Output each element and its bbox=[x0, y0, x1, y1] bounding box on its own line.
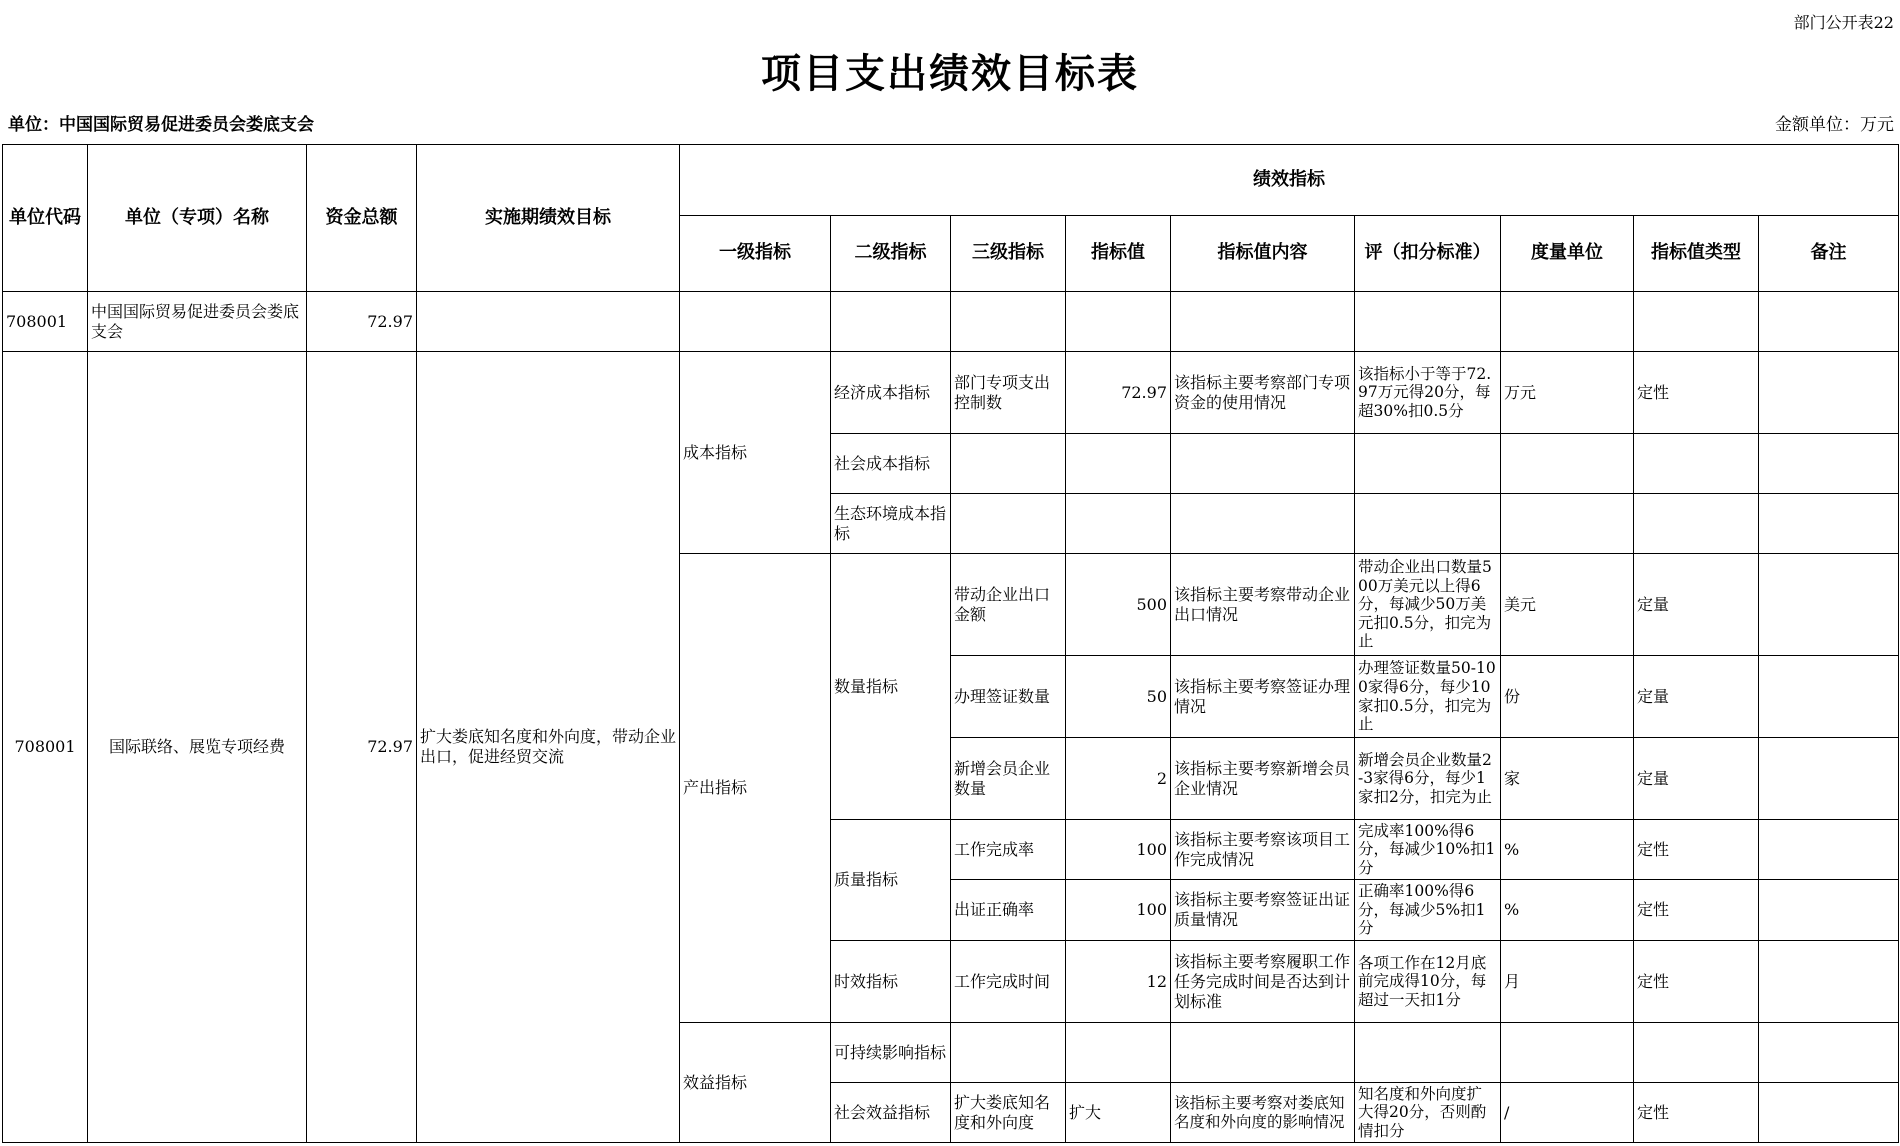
header-row-1 bbox=[3, 145, 1899, 216]
header-criteria: 评（扣分标准） bbox=[1355, 216, 1501, 292]
header-unit-code: 单位代码 bbox=[3, 145, 88, 292]
content-cell bbox=[1171, 494, 1355, 554]
level3-cell: 办理签证数量 bbox=[951, 656, 1066, 738]
unit-cell bbox=[1501, 434, 1634, 494]
content-cell: 该指标主要考察履职工作任务完成时间是否达到计划标准 bbox=[1171, 941, 1355, 1023]
unit-cell: 份 bbox=[1501, 656, 1634, 738]
type-cell: 定量 bbox=[1634, 554, 1759, 656]
page-title: 项目支出绩效目标表 bbox=[761, 50, 1139, 97]
summary-code: 708001 bbox=[3, 292, 88, 352]
summary-amount: 72.97 bbox=[307, 292, 417, 352]
remark-cell bbox=[1759, 880, 1899, 941]
type-cell: 定性 bbox=[1634, 1083, 1759, 1143]
remark-cell bbox=[1759, 1023, 1899, 1083]
criteria-cell: 各项工作在12月底前完成得10分，每超过一天扣1分 bbox=[1355, 941, 1501, 1023]
header-unit-name: 单位（专项）名称 bbox=[88, 145, 307, 292]
remark-cell bbox=[1759, 554, 1899, 656]
unit-cell: 美元 bbox=[1501, 554, 1634, 656]
header-goal: 实施期绩效目标 bbox=[417, 145, 680, 292]
criteria-cell: 正确率100%得6分，每减少5%扣1分 bbox=[1355, 880, 1501, 941]
level3-cell: 带动企业出口金额 bbox=[951, 554, 1066, 656]
remark-cell bbox=[1759, 434, 1899, 494]
value-cell: 扩大 bbox=[1066, 1083, 1171, 1143]
group-quality: 质量指标 bbox=[831, 820, 951, 941]
level2-cell: 可持续影响指标 bbox=[831, 1023, 951, 1083]
project-goal: 扩大娄底知名度和外向度，带动企业出口，促进经贸交流 bbox=[417, 352, 680, 1143]
type-cell: 定性 bbox=[1634, 941, 1759, 1023]
content-cell: 该指标主要考察该项目工作完成情况 bbox=[1171, 820, 1355, 880]
level2-cell: 生态环境成本指标 bbox=[831, 494, 951, 554]
remark-cell bbox=[1759, 352, 1899, 434]
content-cell bbox=[1171, 1023, 1355, 1083]
content-cell bbox=[1171, 434, 1355, 494]
level3-cell: 新增会员企业数量 bbox=[951, 738, 1066, 820]
group-output: 产出指标 bbox=[680, 554, 831, 1023]
value-cell bbox=[1066, 494, 1171, 554]
header-level1: 一级指标 bbox=[680, 216, 831, 292]
level3-cell bbox=[951, 494, 1066, 554]
header-value: 指标值 bbox=[1066, 216, 1171, 292]
header-value-type: 指标值类型 bbox=[1634, 216, 1759, 292]
type-cell: 定性 bbox=[1634, 880, 1759, 941]
level3-cell bbox=[951, 1023, 1066, 1083]
value-cell: 50 bbox=[1066, 656, 1171, 738]
level3-cell: 部门专项支出控制数 bbox=[951, 352, 1066, 434]
unit-cell bbox=[1501, 494, 1634, 554]
remark-cell bbox=[1759, 656, 1899, 738]
content-cell: 该指标主要考察部门专项资金的使用情况 bbox=[1171, 352, 1355, 434]
type-cell: 定量 bbox=[1634, 656, 1759, 738]
level2-cell: 社会成本指标 bbox=[831, 434, 951, 494]
type-cell: 定量 bbox=[1634, 738, 1759, 820]
project-name: 国际联络、展览专项经费 bbox=[88, 352, 307, 1143]
group-timeliness: 时效指标 bbox=[831, 941, 951, 1023]
level2-cell: 社会效益指标 bbox=[831, 1083, 951, 1143]
group-benefit: 效益指标 bbox=[680, 1023, 831, 1143]
unit-cell: 家 bbox=[1501, 738, 1634, 820]
unit-label: 单位：中国国际贸易促进委员会娄底支会 bbox=[8, 115, 314, 135]
type-cell: 定性 bbox=[1634, 820, 1759, 880]
remark-cell bbox=[1759, 941, 1899, 1023]
header-measure-unit: 度量单位 bbox=[1501, 216, 1634, 292]
unit-cell: % bbox=[1501, 820, 1634, 880]
value-cell: 100 bbox=[1066, 820, 1171, 880]
level3-cell: 工作完成率 bbox=[951, 820, 1066, 880]
criteria-cell bbox=[1355, 494, 1501, 554]
value-cell: 500 bbox=[1066, 554, 1171, 656]
type-cell bbox=[1634, 494, 1759, 554]
value-cell bbox=[1066, 1023, 1171, 1083]
content-cell: 该指标主要考察新增会员企业情况 bbox=[1171, 738, 1355, 820]
summary-row bbox=[3, 292, 1899, 352]
performance-table bbox=[2, 144, 1899, 1143]
type-cell bbox=[1634, 1023, 1759, 1083]
unit-cell: 万元 bbox=[1501, 352, 1634, 434]
group-quantity: 数量指标 bbox=[831, 554, 951, 820]
criteria-cell: 带动企业出口数量500万美元以上得6分，每减少50万美元扣0.5分，扣完为止 bbox=[1355, 554, 1501, 656]
value-cell: 12 bbox=[1066, 941, 1171, 1023]
unit-cell: / bbox=[1501, 1083, 1634, 1143]
group-cost: 成本指标 bbox=[680, 352, 831, 554]
remark-cell bbox=[1759, 738, 1899, 820]
content-cell: 该指标主要考察签证办理情况 bbox=[1171, 656, 1355, 738]
type-cell bbox=[1634, 434, 1759, 494]
criteria-cell bbox=[1355, 434, 1501, 494]
criteria-cell: 新增会员企业数量2-3家得6分，每少1家扣2分，扣完为止 bbox=[1355, 738, 1501, 820]
form-number: 部门公开表22 bbox=[1793, 13, 1894, 32]
header-total-funds: 资金总额 bbox=[307, 145, 417, 292]
unit-cell: 月 bbox=[1501, 941, 1634, 1023]
remark-cell bbox=[1759, 494, 1899, 554]
unit-cell: % bbox=[1501, 880, 1634, 941]
criteria-cell: 办理签证数量50-100家得6分，每少10家扣0.5分，扣完为止 bbox=[1355, 656, 1501, 738]
value-cell: 2 bbox=[1066, 738, 1171, 820]
content-cell: 该指标主要考察对娄底知名度和外向度的影响情况 bbox=[1171, 1083, 1355, 1143]
content-cell: 该指标主要考察签证出证质量情况 bbox=[1171, 880, 1355, 941]
header-remark: 备注 bbox=[1759, 216, 1899, 292]
summary-goal bbox=[417, 292, 680, 352]
criteria-cell: 知名度和外向度扩大得20分，否则酌情扣分 bbox=[1355, 1083, 1501, 1143]
project-amount: 72.97 bbox=[307, 352, 417, 1143]
amount-unit-label: 金额单位：万元 bbox=[1775, 115, 1894, 135]
criteria-cell: 完成率100%得6分，每减少10%扣1分 bbox=[1355, 820, 1501, 880]
table-row bbox=[3, 352, 1899, 434]
remark-cell bbox=[1759, 1083, 1899, 1143]
remark-cell bbox=[1759, 820, 1899, 880]
header-indicators: 绩效指标 bbox=[680, 145, 1899, 216]
content-cell: 该指标主要考察带动企业出口情况 bbox=[1171, 554, 1355, 656]
criteria-cell bbox=[1355, 1023, 1501, 1083]
type-cell: 定性 bbox=[1634, 352, 1759, 434]
header-level3: 三级指标 bbox=[951, 216, 1066, 292]
unit-cell bbox=[1501, 1023, 1634, 1083]
summary-name: 中国国际贸易促进委员会娄底支会 bbox=[88, 292, 307, 352]
value-cell: 72.97 bbox=[1066, 352, 1171, 434]
value-cell: 100 bbox=[1066, 880, 1171, 941]
level3-cell: 工作完成时间 bbox=[951, 941, 1066, 1023]
level2-cell: 经济成本指标 bbox=[831, 352, 951, 434]
header-level2: 二级指标 bbox=[831, 216, 951, 292]
criteria-cell: 该指标小于等于72.97万元得20分，每超30%扣0.5分 bbox=[1355, 352, 1501, 434]
value-cell bbox=[1066, 434, 1171, 494]
level3-cell: 出证正确率 bbox=[951, 880, 1066, 941]
level3-cell bbox=[951, 434, 1066, 494]
header-content: 指标值内容 bbox=[1171, 216, 1355, 292]
project-code: 708001 bbox=[3, 352, 88, 1143]
level3-cell: 扩大娄底知名度和外向度 bbox=[951, 1083, 1066, 1143]
